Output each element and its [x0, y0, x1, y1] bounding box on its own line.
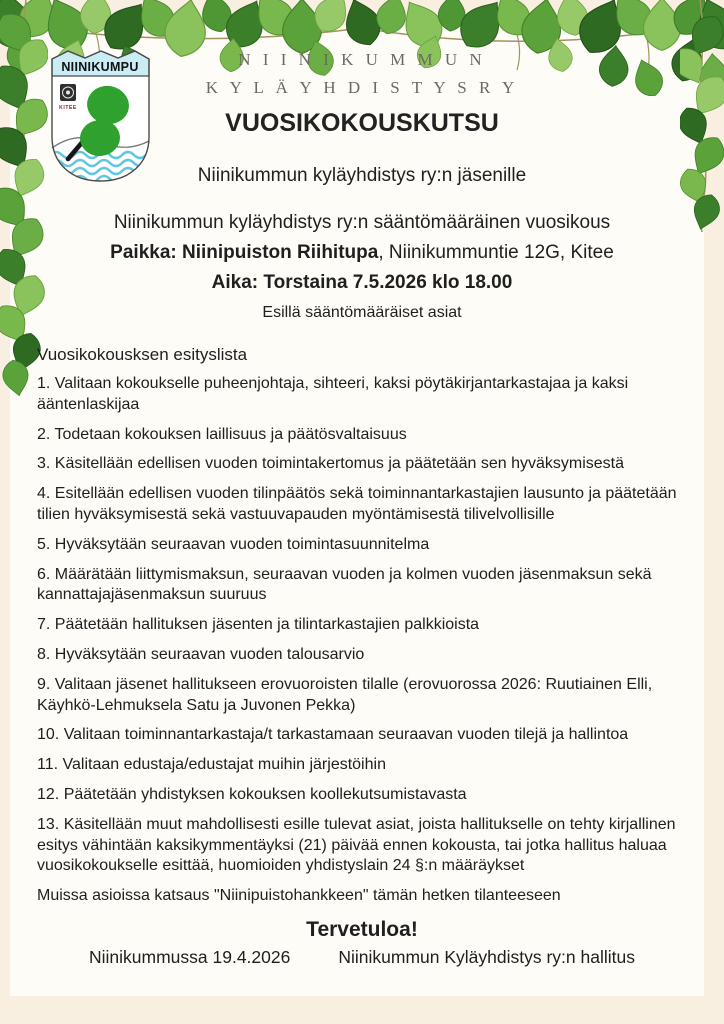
org-name-line2: K Y L Ä Y H D I S T Y S R Y: [205, 77, 519, 97]
statutory-note-line: Esillä sääntömääräiset asiat: [262, 304, 462, 322]
agenda-item-8: 8. Hyväksytään seuraavan vuoden talousarvio: [37, 646, 365, 664]
agenda-title: Vuosikokousksen esityslista: [37, 345, 248, 365]
closing-welcome: Tervetuloa!: [306, 918, 418, 941]
document-title: VUOSIKOKOUSKUTSU: [225, 109, 499, 138]
meeting-place-line: [0, 242, 724, 264]
agenda-item-2: 2. Todetaan kokouksen laillisuus ja päätösvaltaisuus: [37, 425, 407, 443]
other-matters-line: Muissa asioissa katsaus "Niinipuistohankkeen" tämän hetken tilanteeseen: [37, 887, 561, 905]
agenda-item-7: 7. Päätetään hallituksen jäsenten ja tilintarkastajien palkkioista: [37, 616, 480, 634]
agenda-item-4: 4. Esitellään edellisen vuoden tilinpäätös sekä toiminnantarkastajien lausunto ja päätetään tilien hyväksymisestä sekä vastuuvapauden myöntämisestä tilivelvollisille: [37, 485, 677, 524]
crest-banner-text: NIINIKUMPU: [61, 60, 139, 74]
meeting-place-bold: Paikka: Niinipuiston Riihitupa: [110, 242, 379, 264]
agenda-item-13: 13. Käsitellään muut mahdollisesti esille tulevat asiat, joista hallitukselle on tehty kirjallinen esitys vähintään kaksikymmentäyksi (21) päivää ennen kokousta, tai jotka hallitus haluaa vuosikokoukselle esittää, huomioiden yhdistyslain 24 §:n määräykset: [37, 815, 676, 875]
agenda-item-1: 1. Valitaan kokoukselle puheenjohtaja, sihteeri, kaksi pöytäkirjantarkastajaa ja kaksi ääntenlaskijaa: [37, 375, 629, 413]
meeting-description-line: Niinikummun kyläyhdistys ry:n sääntömääräinen vuosikous: [113, 212, 611, 234]
signature-dateline: Niinikummussa 19.4.2026: [89, 947, 291, 967]
org-name-line1: N I I N I K U M M U N: [238, 50, 486, 69]
meeting-place-rest: , Niinikummuntie 12G, Kitee: [378, 242, 614, 264]
agenda-item-9: 9. Valitaan jäsenet hallitukseen erovuoroisten tilalle (erovuorossa 2026: Ruutiainen Elli, Käyhkö-Lehmuksela Satu ja Juvonen Pekka): [37, 675, 653, 714]
agenda-section: [0, 345, 724, 907]
agenda-item-10: 10. Valitaan toiminnantarkastaja/t tarkastamaan seuraavan vuoden tilejä ja hallintoa: [37, 726, 629, 744]
crest-seal-text: KITEE: [59, 105, 77, 111]
meeting-time-line: Aika: Torstaina 7.5.2026 klo 18.00: [211, 272, 513, 294]
agenda-item-3: 3. Käsitellään edellisen vuoden toimintakertomus ja päätetään sen hyväksymisestä: [37, 455, 624, 473]
signature-board: Niinikummun Kyläyhdistys ry:n hallitus: [338, 947, 635, 967]
agenda-item-11: 11. Valitaan edustaja/edustajat muihin järjestöihin: [37, 756, 386, 774]
agenda-item-5: 5. Hyväksytään seuraavan vuoden toimintasuunnitelma: [37, 535, 430, 553]
signature-row: [0, 947, 724, 968]
agenda-item-6: 6. Määrätään liittymismaksun, seuraavan vuoden ja kolmen vuoden jäsenmaksun sekä kannattajajäsenmaksun suuruus: [37, 565, 652, 604]
audience-line: Niinikummun kyläyhdistys ry:n jäsenille: [197, 165, 527, 187]
agenda-item-12: 12. Päätetään yhdistyksen kokouksen koollekutsumistavasta: [37, 786, 467, 804]
